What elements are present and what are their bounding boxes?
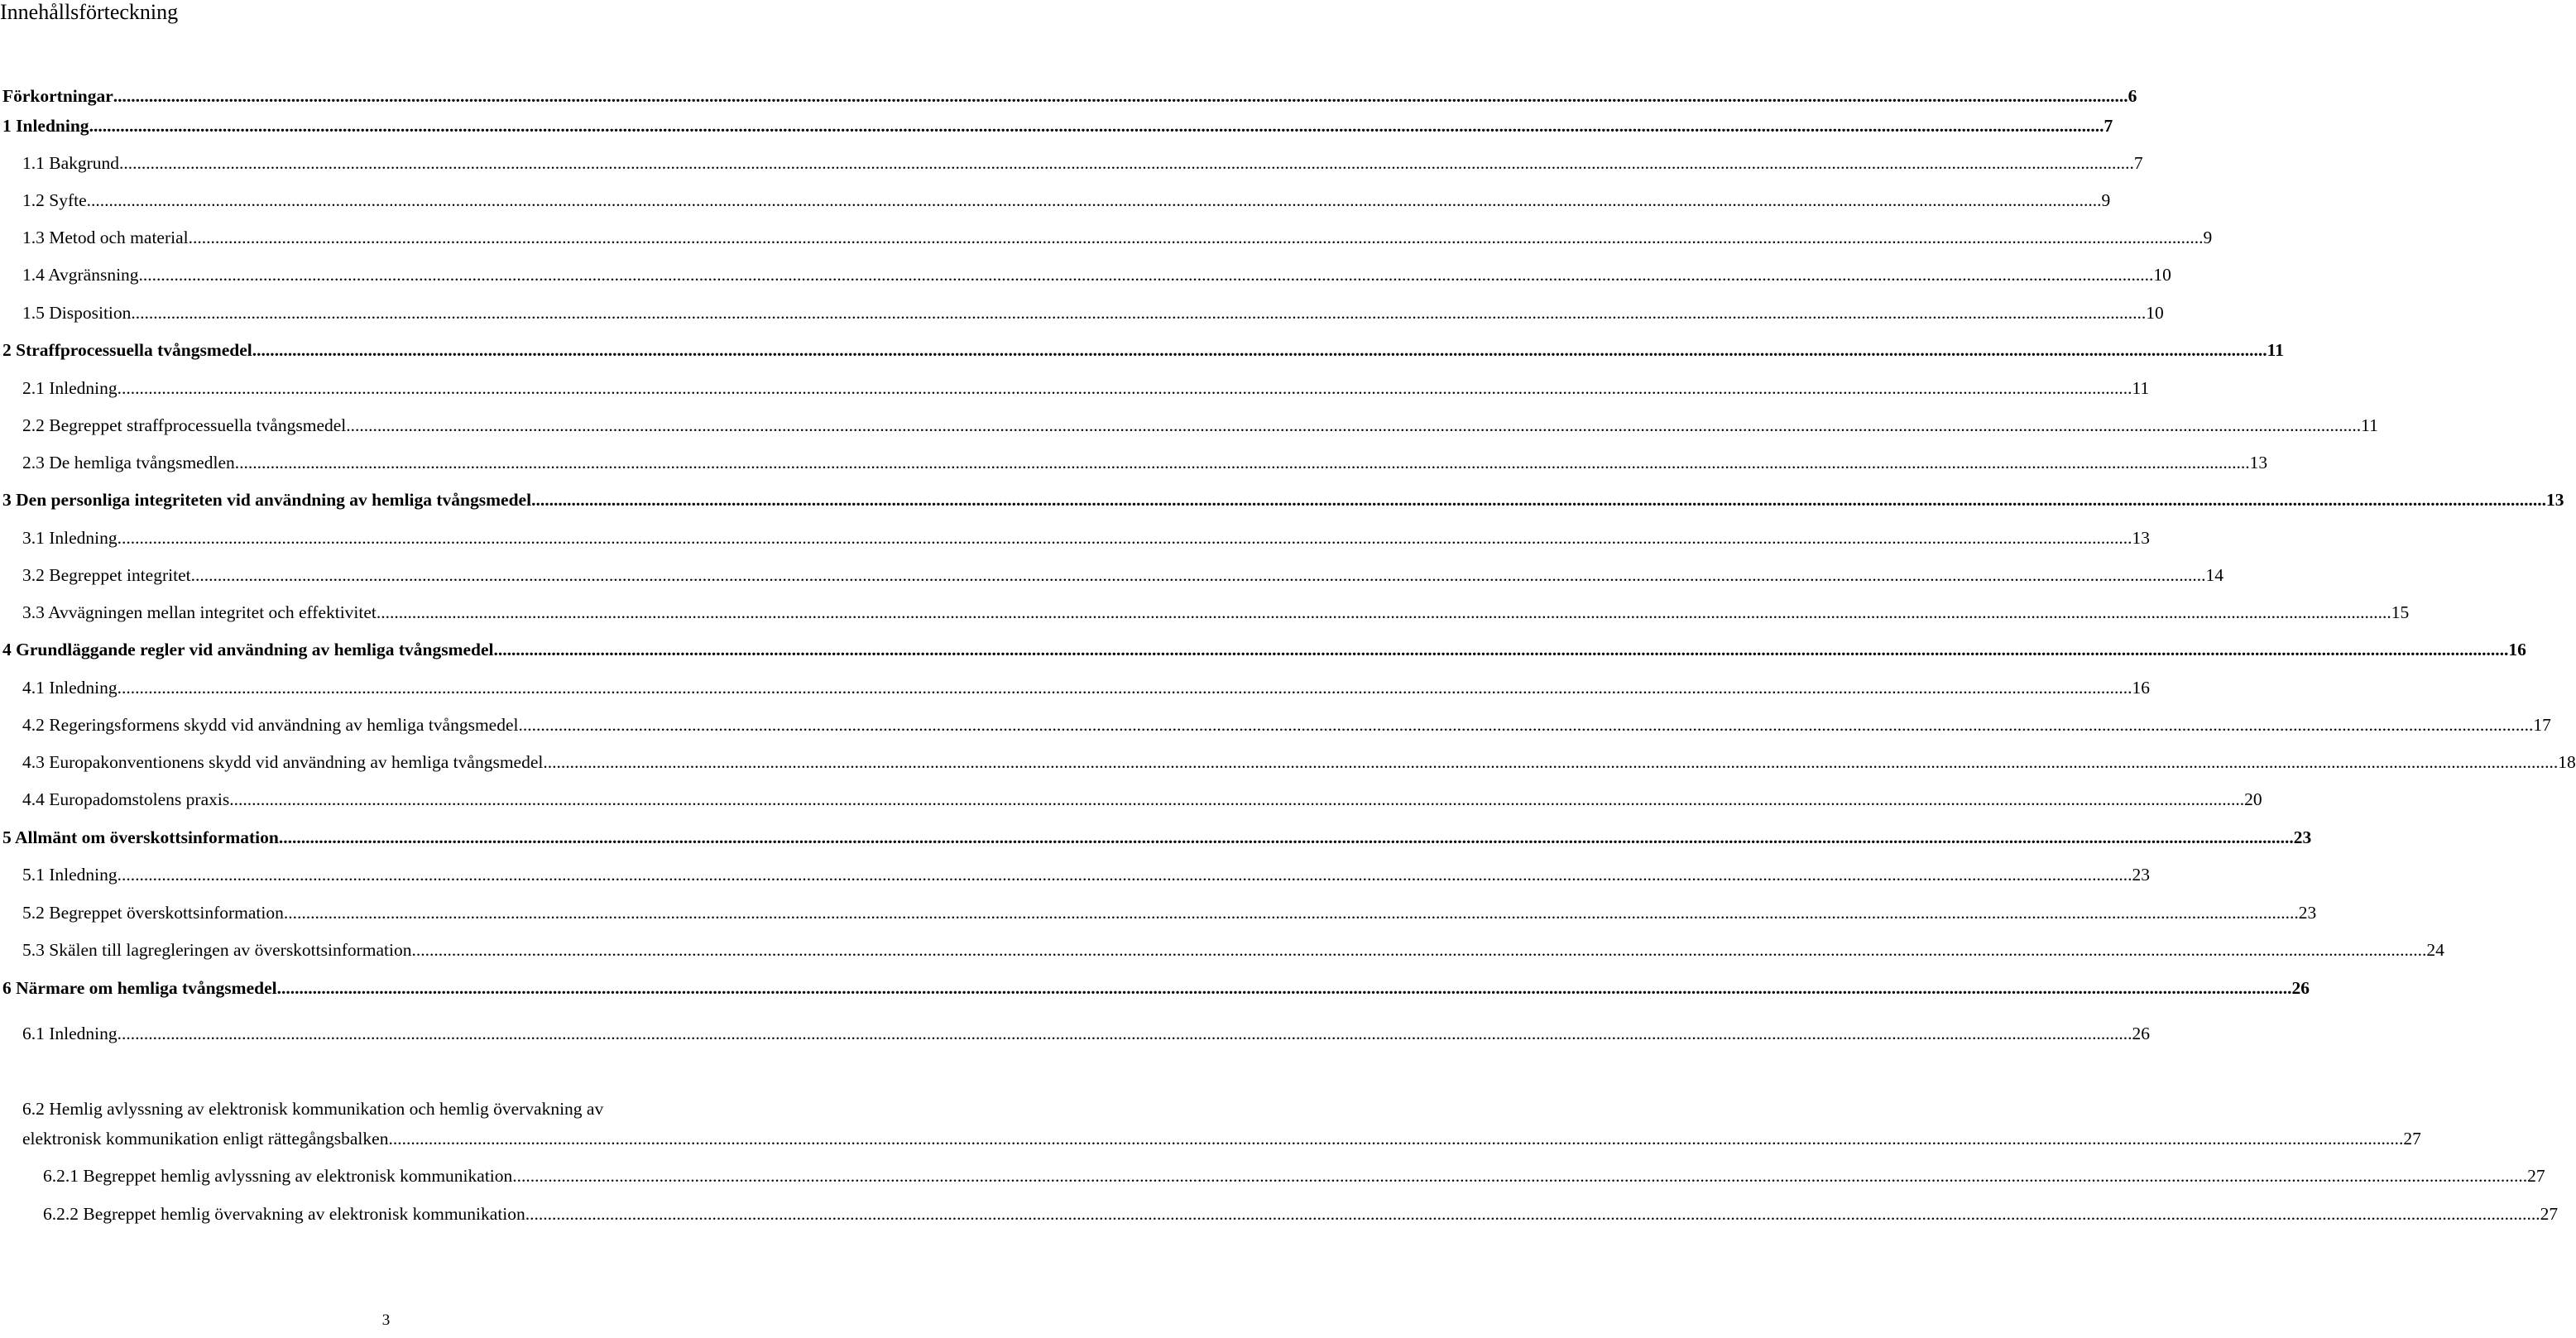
toc-leader: [189, 224, 2204, 251]
toc-entry-1-1[interactable]: [0, 150, 2143, 176]
toc-leader: [113, 83, 2128, 109]
toc-entry-4-1[interactable]: [0, 674, 2151, 701]
toc-entry-4[interactable]: [0, 636, 2526, 663]
toc-entry-title: 1.1 Bakgrund: [22, 153, 120, 173]
toc-page-number: 17: [2533, 715, 2551, 735]
toc-entry-3[interactable]: [0, 487, 2564, 513]
toc-entry-title: 5.2 Begreppet överskottsinformation: [22, 903, 284, 923]
toc-entry-title: 3 Den personliga integriteten vid användning av hemliga tvångsmedel: [2, 490, 532, 510]
toc-page-number: 27: [2540, 1204, 2559, 1224]
toc-page-number: 16: [2132, 678, 2151, 698]
toc-leader: [191, 562, 2206, 588]
toc-entry-1-4[interactable]: [0, 261, 2171, 288]
toc-leader: [87, 187, 2102, 213]
toc-leader: [531, 487, 2546, 513]
toc-leader: [494, 636, 2509, 663]
toc-entry-title: 6.2.1 Begreppet hemlig avlyssning av elektronisk kommunikation: [43, 1166, 513, 1186]
toc-entry-title: 3.3 Avvägningen mellan integritet och effektivitet: [22, 602, 377, 622]
toc-page-number: 13: [2545, 490, 2564, 510]
toc-page-number: 7: [2103, 116, 2113, 136]
toc-leader: [543, 749, 2558, 775]
toc-page-number: 23: [2293, 827, 2312, 847]
toc-leader: [284, 899, 2299, 926]
toc-entry-6-2-1[interactable]: [0, 1163, 2545, 1189]
toc-leader: [252, 337, 2267, 363]
toc-entry-1-3[interactable]: [0, 224, 2213, 251]
toc-entry-title: 1.3 Metod och material: [22, 228, 189, 247]
toc-page-number: 23: [2132, 865, 2151, 885]
toc-leader: [277, 975, 2292, 1001]
toc-page-number: 10: [2153, 265, 2171, 285]
toc-entry-4-4[interactable]: [0, 786, 2262, 813]
toc-entry-2[interactable]: [0, 337, 2284, 363]
toc-entry-title: 2 Straffprocessuella tvångsmedel: [2, 340, 252, 360]
toc-entry-title: 4.3 Europakonventionens skydd vid användning av hemliga tvångsmedel: [22, 752, 544, 772]
toc-heading: Innehållsförteckning: [0, 0, 179, 24]
toc-page-number: 27: [2527, 1166, 2545, 1186]
toc-page-number: 24: [2426, 940, 2444, 960]
toc-leader: [118, 861, 2132, 888]
toc-entry-2-2[interactable]: [0, 412, 2378, 439]
toc-page-number: 18: [2558, 752, 2576, 772]
toc-leader: [229, 786, 2244, 813]
toc-leader: [118, 674, 2132, 701]
toc-entry-forkortningar[interactable]: [0, 83, 2137, 109]
toc-entry-title: 2.3 De hemliga tvångsmedlen: [22, 453, 235, 472]
toc-entry-6-2-2[interactable]: [0, 1201, 2559, 1227]
toc-leader: [235, 449, 2250, 476]
toc-entry-title: elektronisk kommunikation enligt rättegångsbalken: [22, 1129, 389, 1149]
toc-leader: [388, 1125, 2403, 1152]
toc-entry-title: 1.2 Syfte: [22, 190, 87, 210]
toc-entry-5-3[interactable]: [0, 937, 2444, 963]
toc-entry-title: 4.1 Inledning: [22, 678, 118, 698]
toc-leader: [118, 375, 2132, 401]
toc-page-number: 11: [2132, 378, 2150, 398]
toc-entry-title: 3.2 Begreppet integritet: [22, 565, 191, 585]
toc-page-number: 27: [2403, 1129, 2421, 1149]
toc-page-number: 9: [2203, 228, 2213, 247]
toc-page-number: 6: [2127, 86, 2137, 106]
page-number: 3: [381, 1312, 391, 1329]
toc-entry-title: 2.2 Begreppet straffprocessuella tvångsmedel: [22, 415, 347, 435]
toc-page-number: 11: [2267, 340, 2284, 360]
toc-leader: [118, 1020, 2132, 1047]
toc-leader: [525, 1201, 2540, 1227]
toc-page-number: 14: [2205, 565, 2223, 585]
toc-entry-6-2[interactable]: [0, 1125, 2421, 1152]
toc-entry-5[interactable]: [0, 824, 2312, 851]
toc-entry-4-3[interactable]: [0, 749, 2576, 775]
toc-entry-title: 6.2.2 Begreppet hemlig övervakning av elektronisk kommunikation: [43, 1204, 525, 1224]
toc-page-number: 13: [2249, 453, 2268, 472]
toc-page-number: 7: [2133, 153, 2143, 173]
toc-entry-title: 4.4 Europadomstolens praxis: [22, 789, 230, 809]
toc-page-number: 16: [2508, 640, 2526, 659]
toc-leader: [512, 1163, 2527, 1189]
toc-entry-3-1[interactable]: [0, 525, 2151, 551]
toc-entry-1[interactable]: [0, 113, 2113, 139]
toc-page-number: 20: [2244, 789, 2262, 809]
toc-leader: [346, 412, 2361, 439]
toc-page-number: 26: [2291, 978, 2310, 998]
toc-page-number: 23: [2298, 903, 2317, 923]
toc-entry-title: Förkortningar: [2, 86, 113, 106]
toc-entry-title: 1.5 Disposition: [22, 303, 132, 323]
toc-entry-3-3[interactable]: [0, 599, 2410, 626]
toc-leader: [519, 712, 2534, 738]
toc-entry-1-5[interactable]: [0, 300, 2164, 326]
toc-entry-6[interactable]: [0, 975, 2310, 1001]
toc-entry-2-3[interactable]: [0, 449, 2268, 476]
toc-leader: [139, 261, 2154, 288]
toc-leader: [89, 113, 2104, 139]
toc-page-number: 26: [2132, 1024, 2151, 1043]
toc-page-number: 9: [2101, 190, 2111, 210]
toc-leader: [412, 937, 2427, 963]
toc-entry-title: 5.3 Skälen till lagregleringen av överskottsinformation: [22, 940, 412, 960]
toc-entry-6-1[interactable]: [0, 1020, 2151, 1047]
toc-entry-title: 1 Inledning: [2, 116, 89, 136]
toc-page-number: 13: [2132, 528, 2151, 548]
toc-entry-6-2-first-line[interactable]: 6.2 Hemlig avlyssning av elektronisk kommunikation och hemlig övervakning av: [22, 1099, 604, 1119]
toc-entry-title: 1.4 Avgränsning: [22, 265, 139, 285]
toc-entry-title: 3.1 Inledning: [22, 528, 118, 548]
toc-entry-title: 6.1 Inledning: [22, 1024, 118, 1043]
toc-entry-5-1[interactable]: [0, 861, 2151, 888]
toc-entry-1-2[interactable]: [0, 187, 2111, 213]
toc-entry-title: 5.1 Inledning: [22, 865, 118, 885]
toc-leader: [377, 599, 2391, 626]
toc-page-number: 11: [2361, 415, 2378, 435]
toc-page-number: 15: [2391, 602, 2410, 622]
toc-leader: [118, 525, 2132, 551]
toc-entry-3-2[interactable]: [0, 562, 2223, 588]
toc-page-number: 10: [2146, 303, 2164, 323]
toc-entry-2-1[interactable]: [0, 375, 2150, 401]
toc-entry-5-2[interactable]: [0, 899, 2317, 926]
toc-entry-title: 5 Allmänt om överskottsinformation: [2, 827, 279, 847]
toc-leader: [131, 300, 2146, 326]
toc-leader: [279, 824, 2294, 851]
toc-entry-title: 4.2 Regeringsformens skydd vid användning av hemliga tvångsmedel: [22, 715, 519, 735]
toc-entry-title: 6 Närmare om hemliga tvångsmedel: [2, 978, 277, 998]
toc-leader: [119, 150, 2134, 176]
toc-entry-4-2[interactable]: [0, 712, 2551, 738]
toc-entry-title: 2.1 Inledning: [22, 378, 118, 398]
toc-entry-title: 4 Grundläggande regler vid användning av hemliga tvångsmedel: [2, 640, 494, 659]
